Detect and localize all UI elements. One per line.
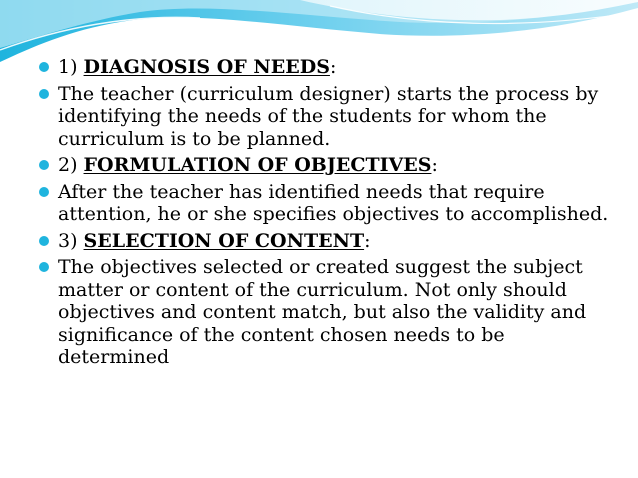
item-number: 3) xyxy=(58,229,84,252)
item-text: The objectives selected or created suggest the subject matter or content of the curriculum. Not only should objectives and content match, but also the validity and significance of the content chosen needs to be determined xyxy=(58,256,587,368)
item-number: 2) xyxy=(58,154,84,176)
bullet-dot-icon xyxy=(39,160,49,170)
bullet-dot-icon xyxy=(39,187,49,197)
item-number: 1) xyxy=(58,56,84,78)
list-item-objectives-heading xyxy=(36,154,616,177)
section-heading: DIAGNOSIS OF NEEDS xyxy=(83,56,330,78)
heading-colon: : xyxy=(329,56,337,78)
list-item-diagnosis-heading xyxy=(36,56,616,79)
section-heading: FORMULATION OF OBJECTIVES xyxy=(83,154,432,176)
bullet-dot-icon xyxy=(39,62,49,72)
bullet-dot-icon xyxy=(39,89,49,99)
section-heading: SELECTION OF CONTENT xyxy=(83,229,365,252)
item-text: The teacher (curriculum designer) starts the process by identifying the needs of the students for whom the curriculum is to be planned. xyxy=(58,82,599,150)
list-item-objectives-text xyxy=(36,181,616,226)
item-text: After the teacher has identified needs that require attention, he or she specifies objectives to accomplished. xyxy=(58,180,609,225)
heading-colon: : xyxy=(431,154,438,176)
bullet-dot-icon xyxy=(39,236,49,246)
heading-colon: : xyxy=(364,229,371,252)
list-item-content-heading xyxy=(36,230,616,253)
list-item-content-text xyxy=(36,256,616,369)
list-item-diagnosis-text xyxy=(36,83,616,151)
bullet-dot-icon xyxy=(39,262,49,272)
bullet-list xyxy=(36,56,616,373)
